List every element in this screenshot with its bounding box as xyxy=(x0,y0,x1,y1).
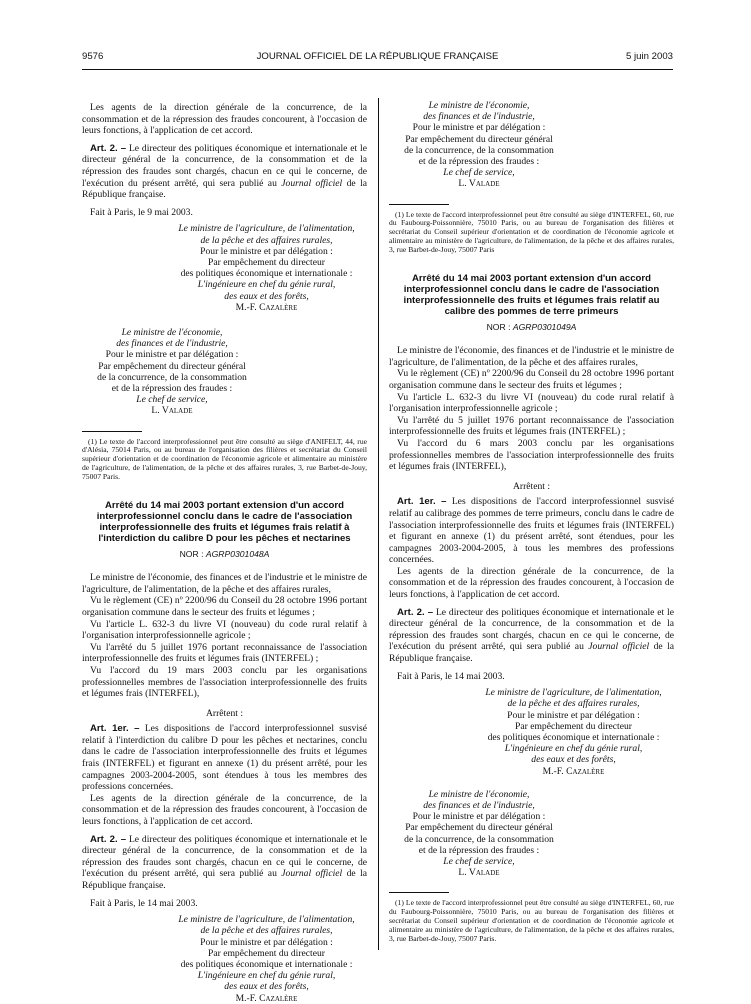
paragraph-agents: Les agents de la direction générale de la concurrence, de la consommation et de la répression des fraudes concourent, à l'occasion de leurs fonctions, à l'application de cet accord. xyxy=(82,102,367,137)
date-signed: Fait à Paris, le 14 mai 2003. xyxy=(397,670,505,682)
right-column xyxy=(389,100,674,943)
journal-title: JOURNAL OFFICIEL DE LA RÉPUBLIQUE FRANÇAISE xyxy=(256,51,499,62)
signatory-name: M.-F. Cazalère xyxy=(235,992,298,1004)
article-label: Art. 2. – xyxy=(90,833,127,845)
visa: Vu l'article L. 632-3 du livre VI (nouveau) du code rural relatif à l'organisation interprofessionnelle agricole ; xyxy=(389,391,674,415)
article-label: Art. 2. – xyxy=(397,606,434,618)
arretent-heading: Arrêtent : xyxy=(205,707,244,719)
signature-block-economie: Le ministre de l'économie, des finances et de l'industrie, Pour le ministre et par délégation : Par empêchement du directeur général de la concurrence, de la consommation et de la répression des fraudes : Le chef de service, L. Valade xyxy=(389,100,569,190)
footnote-rule xyxy=(82,431,142,432)
signature-block-agriculture: Le ministre de l'agriculture, de l'alimentation, de la pêche et des affaires rurales, Pour le ministre et par délégation : Par empêchement du directeur des politiques économique et internationale : L'ingénieure en chef du génie rural, des eaux et des forêts, M.-F. Cazalère xyxy=(471,687,676,777)
article-1: Art. 1er. – Les dispositions de l'accord interprofessionnel susvisé relatif au calibrage des pommes de terre primeurs, conclu dans le cadre de l'association interprofessionnelle des fruits et légumes frais (INTERFEL) et figurant en annexe (1) du présent arrêté, sont étendues, pour les campagnes 2003-2004-2005, à tous les membres des professions concernées. xyxy=(389,496,674,566)
visa: Vu l'arrêté du 5 juillet 1976 portant reconnaissance de l'association interprofessionnelle des fruits et légumes frais (INTERFEL) ; xyxy=(389,414,674,438)
column-divider xyxy=(378,98,379,950)
signatory-name: L. Valade xyxy=(151,405,193,417)
visa: Vu le règlement (CE) nº 2200/96 du Conseil du 28 octobre 1996 portant organisation commune dans le secteur des fruits et légumes ; xyxy=(82,595,367,618)
footnote: (1) Le texte de l'accord interprofessionnel peut être consulté au siège d'INTERFEL, 60, rue du Faubourg-Poissonnière, 75010 Paris, ou au bureau de l'organisation des filières et secrétariat du Conseil supérieur d'orientation et de coordination de l'économie agricole et alimentaire au ministère de l'agriculture, de l'alimentation, de la pêche et des affaires rurales, 3, rue Barbet-de-Jouy, 75007 Paris xyxy=(389,209,674,254)
signatory-name: L. Valade xyxy=(458,867,500,879)
footnote-rule xyxy=(389,204,449,205)
footnote: (1) Le texte de l'accord interprofessionnel peut être consulté au siège d'ANIFELT, 44, rue d'Alésia, 75014 Paris, ou au bureau de l'organisation des filières et secrétariat du Conseil supérieur d'orientation et de coordination de l'économie agricole et alimentaire au ministère de l'agriculture, de l'alimentation, de la pêche et des affaires rurales, 3, rue Barbet-de-Jouy, 75007 Paris. xyxy=(82,436,367,481)
signature-block-economie: Le ministre de l'économie, des finances et de l'industrie, Pour le ministre et par délégation : Par empêchement du directeur général de la concurrence, de la consommation et de la répression des fraudes : Le chef de service, L. Valade xyxy=(82,327,262,417)
signature-block-agriculture: Le ministre de l'agriculture, de l'alimentation, de la pêche et des affaires rurales, Pour le ministre et par délégation : Par empêchement du directeur des politiques économique et internationale : L'ingénieure en chef du génie rural, des eaux et des forêts, M.-F. Cazalère xyxy=(164,223,369,313)
article-label: Art. 1er. – xyxy=(397,496,447,508)
visa: Vu le règlement (CE) nº 2200/96 du Conseil du 28 octobre 1996 portant organisation commune dans le secteur des fruits et légumes ; xyxy=(389,368,674,391)
arretent-heading: Arrêtent : xyxy=(512,480,551,492)
footnote-rule xyxy=(389,892,449,893)
header-rule xyxy=(82,69,673,70)
signatory-name: M.-F. Cazalère xyxy=(235,301,298,313)
page-header xyxy=(82,51,673,65)
visa: Vu l'accord du 6 mars 2003 conclu par les organisations professionnelles membres de l'association interprofessionnelle des fruits et légumes frais (INTERFEL), xyxy=(389,437,674,473)
page-number: 9576 xyxy=(82,51,104,62)
left-column xyxy=(82,102,367,1004)
signatory-name: M.-F. Cazalère xyxy=(542,765,605,777)
decree-title: Arrêté du 14 mai 2003 portant extension d'un accord interprofessionnel conclu dans le cadre de l'association interprofessionnelle des fruits et légumes frais relatif au calibre des pommes de terre primeurs xyxy=(403,272,660,317)
visa: Vu l'accord du 19 mars 2003 conclu par les organisations professionnelles membres de l'association interprofessionnelle des fruits et légumes frais (INTERFEL), xyxy=(82,664,367,700)
article-2: Art. 2. – Le directeur des politiques économique et internationale et le directeur général de la concurrence, de la consommation et de la répression des fraudes sont chargés, chacun en ce qui le concerne, de l'exécution du présent arrêté, qui sera publié au Journal officiel de la République française. xyxy=(82,142,367,201)
preamble: Le ministre de l'économie, des finances et de l'industrie et le ministre de l'agriculture, de l'alimentation, de la pêche et des affaires rurales, xyxy=(82,572,367,595)
date-signed: Fait à Paris, le 14 mai 2003. xyxy=(90,897,198,909)
visa: Vu l'article L. 632-3 du livre VI (nouveau) du code rural relatif à l'organisation interprofessionnelle agricole ; xyxy=(82,618,367,642)
decree-title: Arrêté du 14 mai 2003 portant extension d'un accord interprofessionnel conclu dans le cadre de l'association interprofessionnelle des fruits et légumes frais relatif à l'interdiction du calibre D pour les pêches et nectarines xyxy=(96,499,353,544)
article-label: Art. 1er. – xyxy=(90,723,140,735)
article-2: Art. 2. – Le directeur des politiques économique et internationale et le directeur général de la concurrence, de la consommation et de la répression des fraudes sont chargés, chacun en ce qui le concerne, de l'exécution du présent arrêté, qui sera publié au Journal officiel de la République française. xyxy=(389,606,674,665)
visa: Vu l'arrêté du 5 juillet 1976 portant reconnaissance de l'association interprofessionnelle des fruits et légumes frais (INTERFEL) ; xyxy=(82,641,367,665)
signature-block-economie: Le ministre de l'économie, des finances et de l'industrie, Pour le ministre et par délégation : Par empêchement du directeur général de la concurrence, de la consommation et de la répression des fraudes : Le chef de service, L. Valade xyxy=(389,789,569,879)
signatory-name: L. Valade xyxy=(458,178,500,190)
article-label: Art. 2. – xyxy=(90,142,127,154)
article-1: Art. 1er. – Les dispositions de l'accord interprofessionnel susvisé relatif à l'interdiction du calibre D pour les pêches et nectarines, conclu dans le cadre de l'association interprofessionnelle des fruits et légumes frais (INTERFEL) et figurant en annexe (1) du présent arrêté, pour les campagnes 2003-2004-2005, sont étendues à tous les membres des professions concernées. xyxy=(82,723,367,793)
footnote: (1) Le texte de l'accord interprofessionnel peut être consulté au siège d'INTERFEL, 60, rue du Faubourg-Poissonnière, 75010 Paris, ou au bureau de l'organisation des filières et secrétariat du Conseil supérieur d'orientation et de coordination de l'économie agricole et alimentaire au ministère de l'agriculture, de l'alimentation, de la pêche et des affaires rurales, 3, rue Barbet-de-Jouy, 75007 Paris. xyxy=(389,898,674,943)
paragraph-agents: Les agents de la direction générale de la concurrence, de la consommation et de la répression des fraudes concourent, à l'occasion de leurs fonctions, à l'application de cet accord. xyxy=(82,792,367,828)
nor-reference: NOR : AGRP0301049A xyxy=(486,321,577,332)
signature-block-agriculture: Le ministre de l'agriculture, de l'alimentation, de la pêche et des affaires rurales, Pour le ministre et par délégation : Par empêchement du directeur des politiques économique et internationale : L'ingénieure en chef du génie rural, des eaux et des forêts, M.-F. Cazalère xyxy=(164,914,369,1004)
preamble: Le ministre de l'économie, des finances et de l'industrie et le ministre de l'agriculture, de l'alimentation, de la pêche et des affaires rurales, xyxy=(389,345,674,368)
nor-reference: NOR : AGRP0301048A xyxy=(179,548,270,559)
date-signed: Fait à Paris, le 9 mai 2003. xyxy=(90,206,193,218)
issue-date: 5 juin 2003 xyxy=(626,51,673,62)
paragraph-agents: Les agents de la direction générale de la concurrence, de la consommation et de la répression des fraudes concourent, à l'occasion de leurs fonctions, à l'application de cet accord. xyxy=(389,565,674,601)
article-2: Art. 2. – Le directeur des politiques économique et internationale et le directeur général de la concurrence, de la consommation et de la répression des fraudes sont chargés, chacun en ce qui le concerne, de l'exécution du présent arrêté, qui sera publié au Journal officiel de la République française. xyxy=(82,833,367,892)
